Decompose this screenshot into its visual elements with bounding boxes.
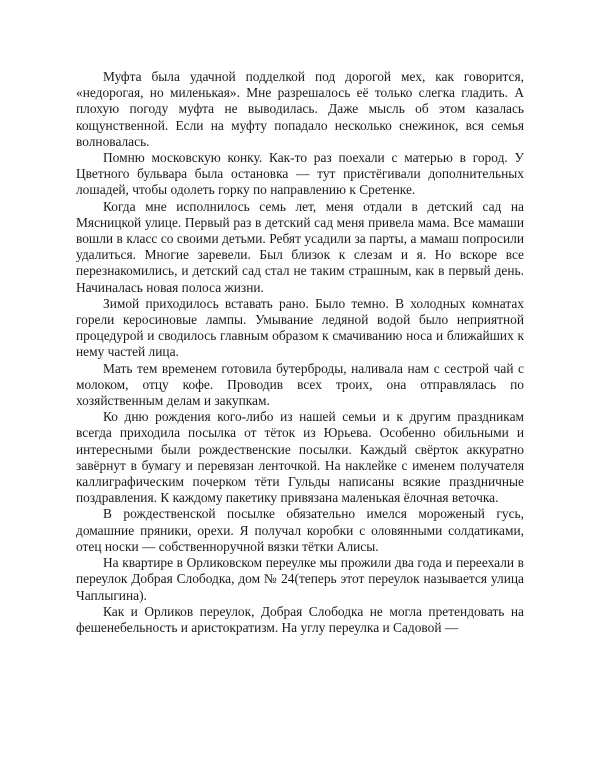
paragraph: Мать тем временем готовила бутерброды, наливала нам с сестрой чай с молоком, отцу кофе. Проводив всех троих, она отправлялась по хозяйственным делам и закупкам. [76, 360, 524, 409]
paragraph: В рождественской посылке обязательно имелся мороженый гусь, домашние пряники, орехи. Я получал коробки с оловянными солдатиками, отец носки — собственноручной вязки тётки Алисы. [76, 506, 524, 554]
paragraph: На квартире в Орликовском переулке мы прожили два года и переехали в переулок Добрая Слободка, дом № 24(теперь этот переулок называется улица Чаплыгина). [76, 555, 524, 603]
paragraph: Ко дню рождения кого-либо из нашей семьи и к другим праздникам всегда приходила посылка от тёток из Юрьева. Особенно обильными и интересными были рождественские посылки. Каждый свёрток аккуратно завёрнут в бумагу и перевязан ленточкой. На наклейке с именем получателя каллиграфическим почерком тёти Гульды написаны всякие праздничные поздравления. К каждому пакетику привязана маленькая ёлочная веточка. [76, 409, 524, 506]
paragraph: Как и Орликов переулок, Добрая Слободка не могла претендовать на фешенебельность и аристократизм. На углу переулка и Садовой — [76, 603, 524, 635]
paragraph: Когда мне исполнилось семь лет, меня отдали в детский сад на Мясницкой улице. Первый раз в детский сад меня привела мама. Все мамаши вошли в класс со своими детьми. Ребят усадили за парты, а мамаш попросили удалиться. Многие заревели. Был близок к слезам и я. Но вскоре все перезнакомились, и детский сад стал не таким страшным, как в первый день. Начиналась новая полоса жизни. [76, 198, 524, 295]
paragraph: Муфта была удачной подделкой под дорогой мех, как говорится, «недорогая, но миленькая». Мне разрешалось её только слегка гладить. А плохую погоду муфта не выводилась. Даже мысль об этом казалась кощунственной. Если на муфту попадало несколько снежинок, вся семья волновалась. [76, 69, 524, 149]
paragraph: Зимой приходилось вставать рано. Было темно. В холодных комнатах горели керосиновые лампы. Умывание ледяной водой было неприятной процедурой и сводилось главным образом к смачиванию носа и ближайших к нему частей лица. [76, 295, 524, 360]
paragraph: Помню московскую конку. Как-то раз поехали с матерью в город. У Цветного бульвара была остановка — тут пристёгивали дополнительных лошадей, чтобы одолеть горку по направлению к Сретенке. [76, 150, 524, 198]
document-page [76, 69, 524, 636]
